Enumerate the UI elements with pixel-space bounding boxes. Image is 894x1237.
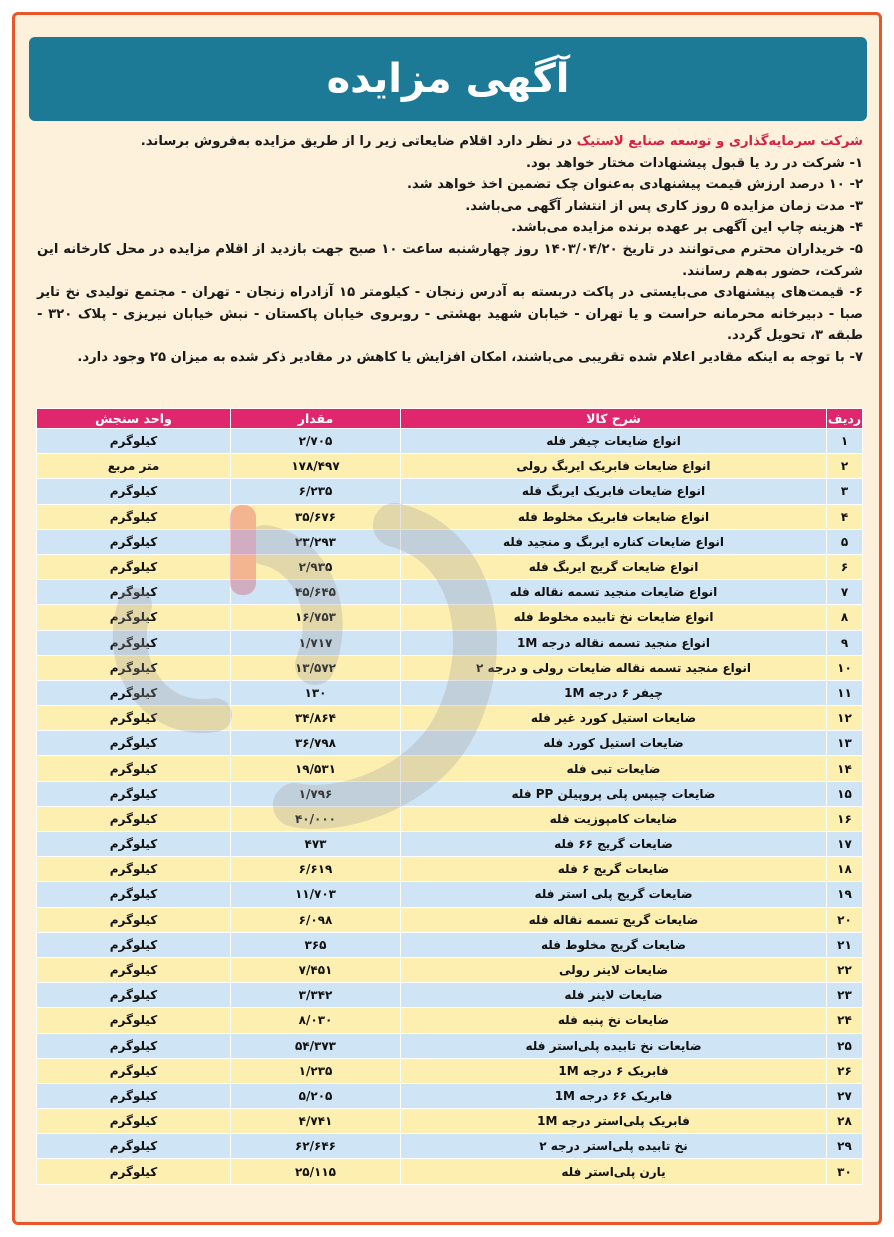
cell-row-number: ۵ [827, 529, 863, 554]
cell-description: ضایعات گریج تسمه نقاله فله [401, 907, 827, 932]
cell-row-number: ۱۰ [827, 655, 863, 680]
ad-title: آگهی مزایده [326, 56, 570, 102]
cell-quantity: ۶/۰۹۸ [231, 907, 401, 932]
items-table-wrap [37, 408, 863, 1185]
cell-quantity: ۴/۷۴۱ [231, 1109, 401, 1134]
cell-quantity: ۳۶۵ [231, 932, 401, 957]
header-unit: واحد سنجش [37, 409, 231, 429]
cell-row-number: ۲۷ [827, 1083, 863, 1108]
intro-lead-text: در نظر دارد اقلام ضایعاتی زیر را از طریق مزایده به‌فروش برساند. [140, 134, 577, 149]
ad-frame [12, 12, 882, 1225]
cell-quantity: ۴۰/۰۰۰ [231, 806, 401, 831]
cell-description: انواع ضایعات گریج ایربگ فله [401, 554, 827, 579]
table-row [37, 932, 863, 957]
cell-quantity: ۴۵/۶۴۵ [231, 580, 401, 605]
cell-unit: کیلوگرم [37, 731, 231, 756]
table-row [37, 655, 863, 680]
table-row [37, 630, 863, 655]
cell-description: فابریک ۶ درجه 1M [401, 1058, 827, 1083]
intro-lead [37, 131, 863, 153]
cell-row-number: ۲۸ [827, 1109, 863, 1134]
cell-unit: کیلوگرم [37, 1109, 231, 1134]
cell-unit: کیلوگرم [37, 630, 231, 655]
cell-unit: کیلوگرم [37, 680, 231, 705]
cell-row-number: ۲ [827, 454, 863, 479]
cell-quantity: ۱/۷۹۶ [231, 781, 401, 806]
cell-unit: کیلوگرم [37, 907, 231, 932]
cell-unit: کیلوگرم [37, 479, 231, 504]
cell-row-number: ۱۳ [827, 731, 863, 756]
cell-row-number: ۸ [827, 605, 863, 630]
items-table [36, 408, 863, 1185]
cell-description: ضایعات لاینر فله [401, 983, 827, 1008]
table-row [37, 454, 863, 479]
table-row [37, 554, 863, 579]
cell-description: چیفر ۶ درجه 1M [401, 680, 827, 705]
condition-1: ۱- شرکت در رد یا قبول پیشنهادات مختار خواهد بود. [526, 155, 863, 171]
table-row [37, 529, 863, 554]
table-row [37, 706, 863, 731]
cell-unit: کیلوگرم [37, 1033, 231, 1058]
cell-quantity: ۲/۷۰۵ [231, 429, 401, 454]
table-header-row [37, 409, 863, 429]
cell-quantity: ۲۵/۱۱۵ [231, 1159, 401, 1184]
cell-quantity: ۱۶/۷۵۳ [231, 605, 401, 630]
cell-description: ضایعات گریج پلی استر فله [401, 882, 827, 907]
cell-description: انواع ضایعات فابریک ایربگ رولی [401, 454, 827, 479]
cell-unit: کیلوگرم [37, 554, 231, 579]
cell-row-number: ۲۱ [827, 932, 863, 957]
table-row [37, 1134, 863, 1159]
cell-quantity: ۶/۲۳۵ [231, 479, 401, 504]
cell-quantity: ۸/۰۳۰ [231, 1008, 401, 1033]
table-row [37, 504, 863, 529]
cell-row-number: ۳۰ [827, 1159, 863, 1184]
cell-row-number: ۲۲ [827, 957, 863, 982]
cell-unit: کیلوگرم [37, 580, 231, 605]
cell-quantity: ۳۵/۶۷۶ [231, 504, 401, 529]
cell-description: فابریک ۶۶ درجه 1M [401, 1083, 827, 1108]
cell-quantity: ۱/۲۳۵ [231, 1058, 401, 1083]
table-row [37, 806, 863, 831]
cell-row-number: ۱۷ [827, 832, 863, 857]
cell-quantity: ۳۴/۸۶۴ [231, 706, 401, 731]
cell-description: ضایعات گریج ۶۶ فله [401, 832, 827, 857]
table-row [37, 857, 863, 882]
cell-quantity: ۱۱/۷۰۳ [231, 882, 401, 907]
condition-2: ۲- ۱۰ درصد ارزش قیمت پیشنهادی به‌عنوان چک تضمین اخذ خواهد شد. [407, 177, 863, 193]
cell-quantity: ۱/۷۱۷ [231, 630, 401, 655]
condition-7: ۷- با توجه به اینکه مقادیر اعلام شده تقریبی می‌باشند، امکان افزایش یا کاهش در مقادیر ذکر شده به میزان ۲۵ وجود دارد. [77, 349, 863, 365]
cell-unit: کیلوگرم [37, 1058, 231, 1083]
cell-unit: کیلوگرم [37, 504, 231, 529]
table-row [37, 731, 863, 756]
cell-unit: کیلوگرم [37, 429, 231, 454]
condition-4: ۴- هزینه چاپ این آگهی بر عهده برنده مزایده می‌باشد. [511, 220, 863, 236]
table-row [37, 907, 863, 932]
table-row [37, 983, 863, 1008]
table-row [37, 756, 863, 781]
cell-description: انواع منجید تسمه نقاله درجه 1M [401, 630, 827, 655]
cell-quantity: ۱۹/۵۳۱ [231, 756, 401, 781]
table-row [37, 957, 863, 982]
cell-quantity: ۳/۳۴۲ [231, 983, 401, 1008]
cell-description: ضایعات تبی فله [401, 756, 827, 781]
cell-description: ضایعات لاینر رولی [401, 957, 827, 982]
cell-row-number: ۳ [827, 479, 863, 504]
cell-unit: کیلوگرم [37, 706, 231, 731]
cell-description: ضایعات کامپوزیت فله [401, 806, 827, 831]
cell-quantity: ۶۲/۶۴۶ [231, 1134, 401, 1159]
cell-unit: کیلوگرم [37, 605, 231, 630]
cell-row-number: ۲۳ [827, 983, 863, 1008]
cell-description: نخ تابیده پلی‌استر درجه ۲ [401, 1134, 827, 1159]
cell-row-number: ۱۹ [827, 882, 863, 907]
cell-unit: کیلوگرم [37, 529, 231, 554]
header-quantity: مقدار [231, 409, 401, 429]
cell-description: انواع ضایعات فابریک مخلوط فله [401, 504, 827, 529]
cell-row-number: ۲۹ [827, 1134, 863, 1159]
ad-intro [37, 131, 863, 369]
cell-description: ضایعات نخ تابیده پلی‌استر فله [401, 1033, 827, 1058]
table-row [37, 1109, 863, 1134]
cell-row-number: ۱۶ [827, 806, 863, 831]
cell-unit: کیلوگرم [37, 806, 231, 831]
table-row [37, 680, 863, 705]
table-row [37, 429, 863, 454]
cell-description: ضایعات نخ پنبه فله [401, 1008, 827, 1033]
cell-description: یارن پلی‌استر فله [401, 1159, 827, 1184]
table-row [37, 479, 863, 504]
cell-row-number: ۱۴ [827, 756, 863, 781]
cell-row-number: ۹ [827, 630, 863, 655]
cell-row-number: ۲۵ [827, 1033, 863, 1058]
table-row [37, 1033, 863, 1058]
cell-unit: متر مربع [37, 454, 231, 479]
cell-description: انواع منجید تسمه نقاله ضایعات رولی و درجه ۲ [401, 655, 827, 680]
cell-quantity: ۳۶/۷۹۸ [231, 731, 401, 756]
cell-unit: کیلوگرم [37, 957, 231, 982]
cell-row-number: ۱ [827, 429, 863, 454]
cell-description: انواع ضایعات منجید تسمه نقاله فله [401, 580, 827, 605]
cell-unit: کیلوگرم [37, 781, 231, 806]
cell-quantity: ۵۴/۳۷۳ [231, 1033, 401, 1058]
cell-unit: کیلوگرم [37, 882, 231, 907]
cell-unit: کیلوگرم [37, 1008, 231, 1033]
cell-quantity: ۲۳/۲۹۳ [231, 529, 401, 554]
company-name: شرکت سرمایه‌گذاری و توسعه صنایع لاستیک [576, 134, 863, 149]
cell-unit: کیلوگرم [37, 857, 231, 882]
table-row [37, 781, 863, 806]
table-row [37, 605, 863, 630]
cell-quantity: ۱۳۰ [231, 680, 401, 705]
cell-row-number: ۴ [827, 504, 863, 529]
header-row-number: ردیف [827, 409, 863, 429]
cell-description: ضایعات استیل کورد غیر فله [401, 706, 827, 731]
cell-unit: کیلوگرم [37, 1083, 231, 1108]
cell-quantity: ۲/۹۳۵ [231, 554, 401, 579]
cell-quantity: ۱۷۸/۴۹۷ [231, 454, 401, 479]
cell-unit: کیلوگرم [37, 1134, 231, 1159]
cell-quantity: ۴۷۳ [231, 832, 401, 857]
table-body [37, 429, 863, 1185]
table-row [37, 1008, 863, 1033]
table-row [37, 1083, 863, 1108]
cell-unit: کیلوگرم [37, 1159, 231, 1184]
cell-row-number: ۷ [827, 580, 863, 605]
cell-row-number: ۱۸ [827, 857, 863, 882]
cell-quantity: ۵/۲۰۵ [231, 1083, 401, 1108]
header-description: شرح کالا [401, 409, 827, 429]
cell-description: ضایعات گریج مخلوط فله [401, 932, 827, 957]
table-row [37, 1058, 863, 1083]
cell-row-number: ۱۲ [827, 706, 863, 731]
cell-row-number: ۲۴ [827, 1008, 863, 1033]
cell-quantity: ۷/۴۵۱ [231, 957, 401, 982]
cell-unit: کیلوگرم [37, 655, 231, 680]
cell-description: فابریک پلی‌استر درجه 1M [401, 1109, 827, 1134]
table-row [37, 882, 863, 907]
cell-unit: کیلوگرم [37, 983, 231, 1008]
cell-description: انواع ضایعات چیفر فله [401, 429, 827, 454]
cell-row-number: ۱۱ [827, 680, 863, 705]
cell-description: انواع ضایعات کناره ایربگ و منجید فله [401, 529, 827, 554]
cell-unit: کیلوگرم [37, 832, 231, 857]
cell-description: انواع ضایعات نخ تابیده مخلوط فله [401, 605, 827, 630]
condition-6: ۶- قیمت‌های پیشنهادی می‌بایستی در پاکت دربسته به آدرس زنجان - کیلومتر ۱۵ آزادراه زنجان - تهران - مجتمع تولیدی نخ تایر صبا - دبیرخانه محرمانه حراست و یا تهران - خیابان شهید بهشتی - روبروی خیابان پاکستان - نبش خیابان نیریزی - پلاک ۳۲۰ - طبقه ۳، تحویل گردد. [37, 285, 863, 344]
cell-row-number: ۱۵ [827, 781, 863, 806]
ad-header [29, 37, 867, 121]
cell-description: انواع ضایعات فابریک ایربگ فله [401, 479, 827, 504]
table-row [37, 832, 863, 857]
cell-row-number: ۲۶ [827, 1058, 863, 1083]
cell-description: ضایعات چیپس پلی پروپیلن PP فله [401, 781, 827, 806]
cell-quantity: ۶/۶۱۹ [231, 857, 401, 882]
condition-5: ۵- خریداران محترم می‌توانند در تاریخ ۱۴۰۳/۰۴/۲۰ روز چهارشنبه ساعت ۱۰ صبح جهت بازدید از اقلام مزایده در محل کارخانه این شرکت، حضور به‌هم رسانند. [37, 241, 863, 279]
cell-description: ضایعات گریج ۶ فله [401, 857, 827, 882]
cell-quantity: ۱۳/۵۷۲ [231, 655, 401, 680]
table-row [37, 1159, 863, 1184]
cell-row-number: ۶ [827, 554, 863, 579]
cell-unit: کیلوگرم [37, 756, 231, 781]
cell-unit: کیلوگرم [37, 932, 231, 957]
cell-row-number: ۲۰ [827, 907, 863, 932]
cell-description: ضایعات استیل کورد فله [401, 731, 827, 756]
table-row [37, 580, 863, 605]
condition-3: ۳- مدت زمان مزایده ۵ روز کاری پس از انتشار آگهی می‌باشد. [465, 198, 863, 214]
